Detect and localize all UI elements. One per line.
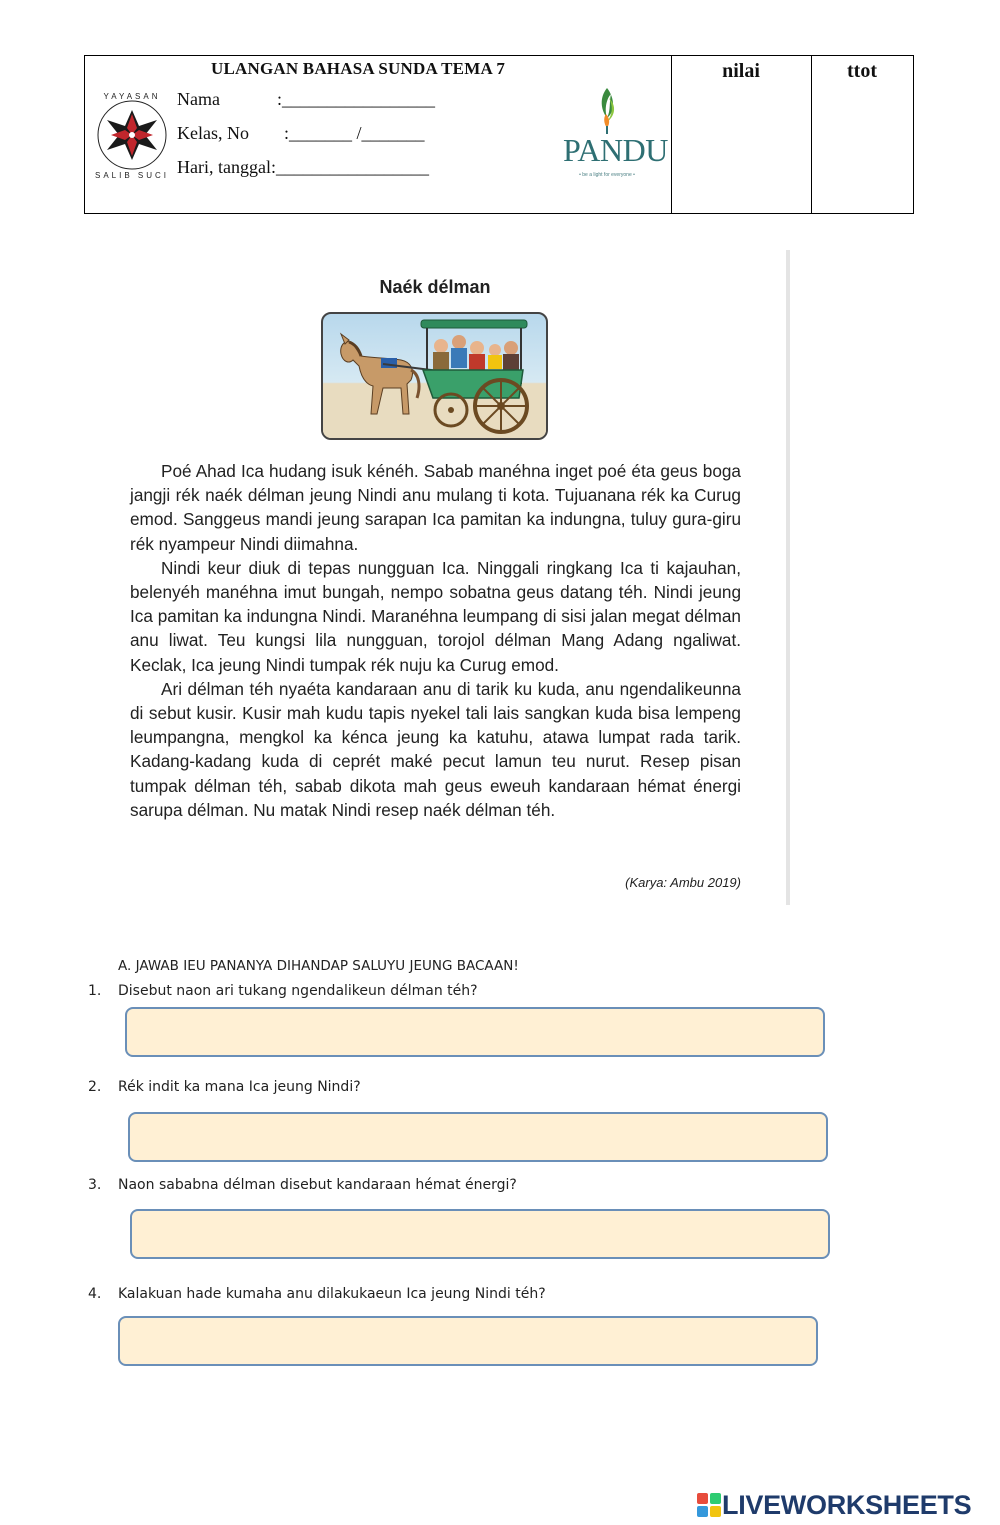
flame-icon: [563, 84, 651, 134]
pandu-logo: [563, 84, 668, 184]
pandu-logo-tagline: • be a light for everyone •: [579, 172, 635, 178]
question-2: [88, 1079, 361, 1095]
reading-divider: [786, 250, 790, 905]
reading-passage: [130, 459, 741, 822]
question-text: Kalakuan hade kumaha anu dilakukaeun Ica jeung Nindi téh?: [118, 1286, 546, 1302]
passage-paragraph: Nindi keur diuk di tepas nungguan Ica. Ninggali ringkang Ica ti kajauhan, belenyéh manéhna imut bungah, nempo sobatna geus datang téh. Nindi jeung Ica pamitan ka indungna Nindi. Maranéhna leumpang di sisi jalan megat délman anu liwat. Teu kungsi lila nungguan, torojol délman Mang Adang ngaliwat. Keclak, Ica jeung Nindi tumpak rék nuju ka Curug emod.: [130, 557, 741, 675]
horse-cart-image: [323, 314, 546, 438]
liveworksheets-brand[interactable]: [697, 1490, 997, 1520]
exam-header-table: [84, 55, 914, 214]
question-text: Naon sababna délman disebut kandaraan hémat énergi?: [118, 1177, 517, 1193]
class-number-label: Kelas, No: [177, 123, 249, 143]
delman-illustration: [321, 312, 548, 440]
name-label: Nama: [177, 89, 220, 109]
passage-paragraph: Ari délman téh nyaéta kandaraan anu di tarik ku kuda, anu ngendalikeunna di sebut kusir. Kusir mah kudu tapis nyekel tali lais sangkan kuda bisa lempeng leumpangna, mengkol ka kénca jeung ka katuhu, atawa lumpat rada tarik. Kadang-kadang kuda di ceprét maké pecut lamun teu nurut. Resep pisan tumpak délman téh, sabab dikota mah geus eweuh kandaraan hémat énergi sarupa délman. Nu matak Nindi resep naék délman téh.: [130, 678, 741, 820]
question-4: [88, 1286, 546, 1302]
signature-cell: [811, 56, 913, 213]
section-instruction: A. JAWAB IEU PANANYA DIHANDAP SALUYU JEUNG BACAAN!: [118, 958, 519, 974]
score-cell: [671, 56, 812, 213]
exam-title: ULANGAN BAHASA SUNDA TEMA 7: [211, 59, 506, 78]
class-number-field-row[interactable]: [177, 123, 425, 144]
name-blank[interactable]: :_________________: [277, 89, 436, 109]
brand-text: LIVEWORKSHEETS: [722, 1490, 972, 1520]
answer-box-4[interactable]: [118, 1316, 818, 1366]
date-blank[interactable]: :_________________: [270, 157, 429, 177]
question-number: 3.: [88, 1177, 102, 1193]
answer-box-2[interactable]: [128, 1112, 828, 1162]
answer-box-3[interactable]: [130, 1209, 830, 1259]
pandu-logo-text: PANDU: [563, 132, 668, 168]
date-label: Hari, tanggal: [177, 157, 271, 177]
question-number: 1.: [88, 983, 102, 999]
class-number-blank[interactable]: :_______ /_______: [284, 123, 425, 143]
question-1: [88, 983, 478, 999]
exam-info-cell: [85, 56, 672, 213]
svg-text:SALIB SUCI: SALIB SUCI: [94, 171, 170, 180]
name-field-row[interactable]: [177, 89, 435, 110]
score-label: nilai: [722, 60, 760, 82]
story-title: Naék délman: [379, 277, 491, 297]
question-text: Rék indit ka mana Ica jeung Nindi?: [118, 1079, 361, 1095]
question-number: 4.: [88, 1286, 102, 1302]
signature-label: ttot: [847, 60, 877, 82]
school-logo: [87, 90, 177, 180]
question-text: Disebut naon ari tukang ngendalikeun délman téh?: [118, 983, 478, 999]
passage-paragraph: Poé Ahad Ica hudang isuk kénéh. Sabab manéhna inget poé éta geus boga jangji rék naék délman jeung Nindi anu mulang ti kota. Tujuanana rék ka Curug emod. Sanggeus mandi jeung sarapan Ica pamitan ka indungna, tuluy gura-giru rék nyampeur Nindi diimahna.: [130, 461, 741, 554]
svg-text:YAYASAN: YAYASAN: [103, 92, 161, 101]
passage-source: (Karya: Ambu 2019): [625, 875, 741, 890]
answer-box-1[interactable]: [125, 1007, 825, 1057]
date-field-row[interactable]: [177, 157, 429, 178]
liveworksheets-logo-icon: [697, 1493, 721, 1517]
question-3: [88, 1177, 517, 1193]
question-number: 2.: [88, 1079, 102, 1095]
